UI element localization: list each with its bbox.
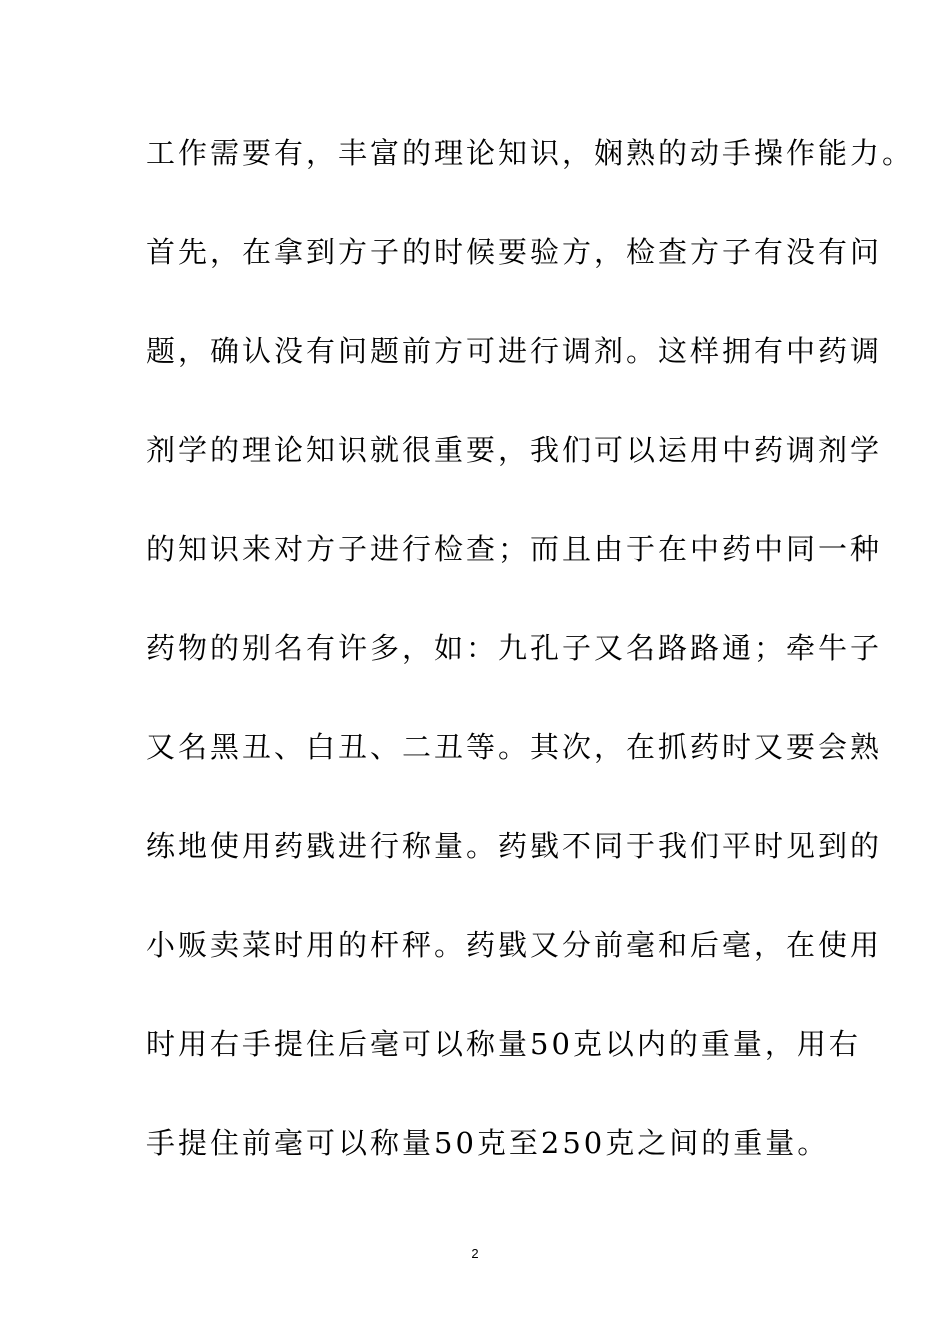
text-line: 首先，在拿到方子的时候要验方，检查方子有没有问 (146, 235, 883, 269)
text-line: 手提住前毫可以称量50克至250克之间的重量。 (146, 1126, 830, 1160)
text-line: 剂学的理论知识就很重要，我们可以运用中药调剂学 (146, 433, 883, 467)
text-line: 药物的别名有许多，如：九孔子又名路路通；牵牛子 (146, 631, 883, 665)
text-line: 工作需要有，丰富的理论知识，娴熟的动手操作能力。 (146, 136, 915, 170)
text-line: 小贩卖菜时用的杆秤。药戥又分前毫和后毫，在使用 (146, 928, 883, 962)
page-number: 2 (471, 1246, 479, 1261)
text-line: 又名黑丑、白丑、二丑等。其次，在抓药时又要会熟 (146, 730, 883, 764)
text-line: 时用右手提住后毫可以称量50克以内的重量，用右 (146, 1027, 861, 1061)
text-line: 练地使用药戥进行称量。药戥不同于我们平时见到的 (146, 829, 883, 863)
text-line: 的知识来对方子进行检查；而且由于在中药中同一种 (146, 532, 883, 566)
text-line: 题，确认没有问题前方可进行调剂。这样拥有中药调 (146, 334, 883, 368)
body-text (146, 128, 915, 1217)
